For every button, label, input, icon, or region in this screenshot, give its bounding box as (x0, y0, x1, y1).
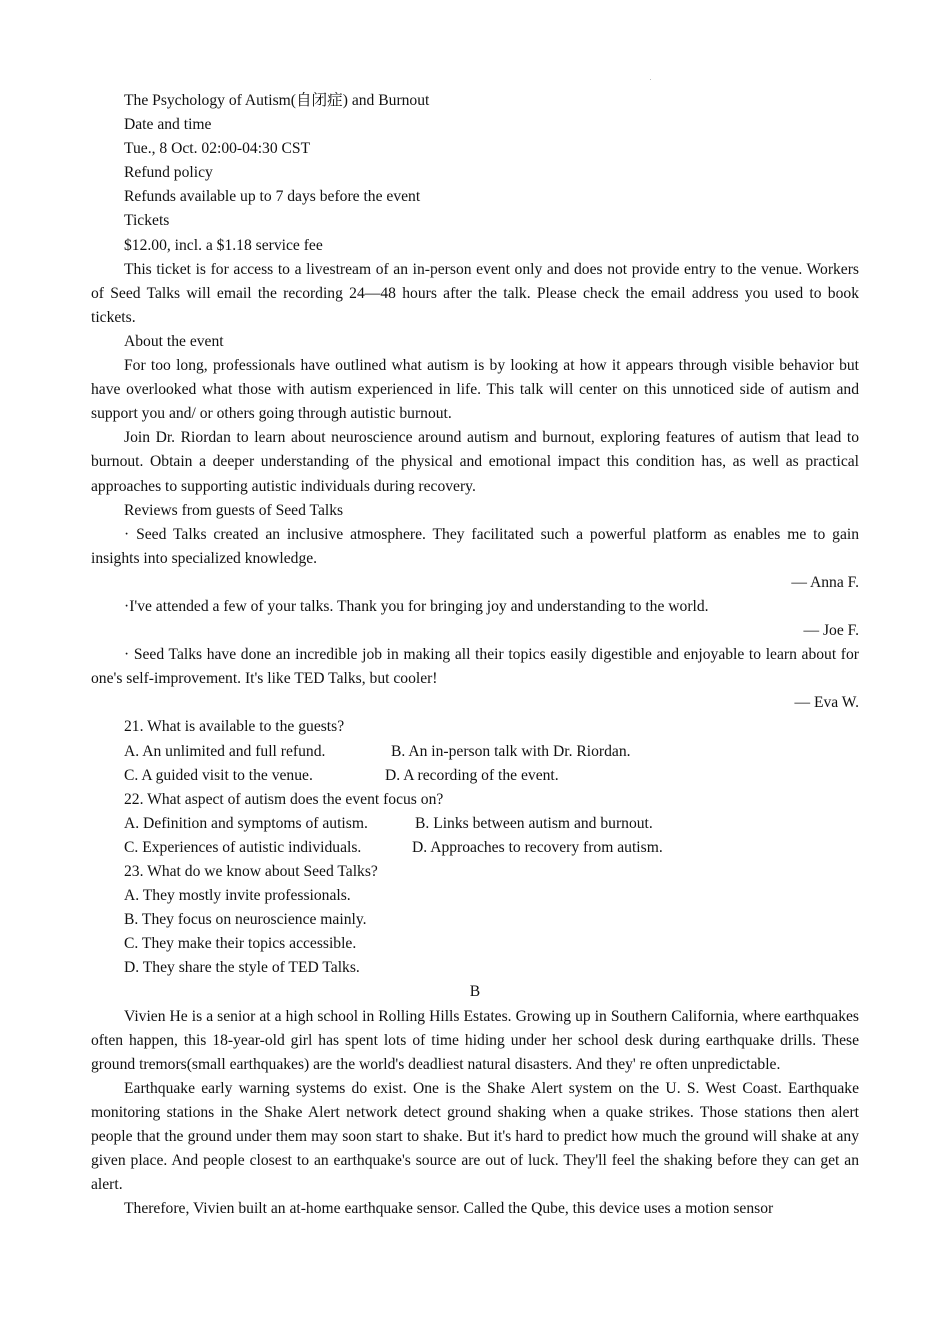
passage-b-paragraph-3: Therefore, Vivien built an at-home earthquake sensor. Called the Qube, this device uses a motion sensor (124, 1200, 774, 1218)
review-text: ·I've attended a few of your talks. Thank you for bringing joy and understanding to the world. (124, 597, 709, 615)
question-22-options-ab (91, 812, 859, 836)
option-d: D. A recording of the event. (385, 766, 559, 784)
option-a: A. An unlimited and full refund. (124, 742, 326, 760)
question-22-stem: 22. What aspect of autism does the event focus on? (124, 790, 444, 808)
option-c: C. A guided visit to the venue. (124, 766, 313, 784)
question-22-options-cd (91, 836, 859, 860)
tickets-label: Tickets (124, 212, 170, 230)
refund-value: Refunds available up to 7 days before the event (124, 188, 421, 206)
option-d: D. They share the style of TED Talks. (124, 959, 360, 977)
option-c: C. They make their topics accessible. (124, 935, 357, 953)
tickets-value: $12.00, incl. a $1.18 service fee (124, 236, 323, 254)
about-paragraph-2: Join Dr. Riordan to learn about neuroscience around autism and burnout, exploring features of autism that lead to burnout. Obtain a deeper understanding of the physical and emotional impact this condition has, as well as practical approaches to supporting autistic individuals during recovery. (91, 429, 859, 495)
reviews-heading: Reviews from guests of Seed Talks (124, 501, 344, 519)
passage-b-paragraph-1: Vivien He is a senior at a high school in Rolling Hills Estates. Growing up in Southern California, where earthquakes often happen, this 18-year-old girl has spent lots of time hiding under her school desk during earthquake drills. These ground tremors(small earthquakes) are the world's deadliest natural disasters. And they' re often unpredictable. (91, 1007, 859, 1073)
option-b: B. Links between autism and burnout. (415, 814, 653, 832)
question-21-options-ab (91, 740, 859, 764)
review-text: · Seed Talks have done an incredible job in making all their topics easily digestible and enjoyable to learn about for one's self-improvement. It's like TED Talks, but cooler! (91, 646, 859, 688)
review-author: — Joe F. (803, 622, 859, 640)
option-a: A. They mostly invite professionals. (124, 887, 351, 905)
option-b: B. An in-person talk with Dr. Riordan. (391, 742, 631, 760)
passage-b-paragraph-2: Earthquake early warning systems do exist. One is the Shake Alert system on the U. S. West Coast. Earthquake monitoring stations in the Shake Alert network detect ground shaking when a quake strikes. Those stations then alert people that the ground under them may soon start to shake. But it's hard to predict how much the ground will shake at any given place. And people closest to an earthquake's source are out of luck. They'll feel the shaking before they can get an alert. (91, 1079, 859, 1194)
section-b-label: B (469, 983, 481, 1001)
question-23-stem: 23. What do we know about Seed Talks? (124, 863, 378, 880)
question-21-stem: 21. What is available to the guests? (124, 718, 345, 736)
date-value: Tue., 8 Oct. 02:00-04:30 CST (124, 140, 311, 158)
review-author: — Anna F. (791, 573, 859, 591)
scan-speck (650, 79, 651, 80)
question-21-options-cd (91, 764, 859, 788)
option-a: A. Definition and symptoms of autism. (124, 814, 368, 832)
option-c: C. Experiences of autistic individuals. (124, 838, 362, 856)
ticket-note: This ticket is for access to a livestream of an in-person event only and does not provide entry to the venue. Workers of Seed Talks will email the recording 24—48 hours after the talk. Please check the email address you used to book tickets. (91, 260, 859, 326)
review-author: — Eva W. (794, 694, 859, 712)
about-paragraph-1: For too long, professionals have outlined what autism is by looking at how it appears through visible behavior but have overlooked what those with autism experienced in life. This talk will center on this unnoticed side of autism and support you and/ or others going through autistic burnout. (91, 357, 859, 423)
option-d: D. Approaches to recovery from autism. (412, 838, 663, 856)
refund-label: Refund policy (124, 164, 213, 182)
about-heading: About the event (124, 332, 224, 350)
event-title: The Psychology of Autism(自闭症) and Burnout (124, 92, 430, 109)
review-text: · Seed Talks created an inclusive atmosphere. They facilitated such a powerful platform as enables me to gain insights into specialized knowledge. (91, 525, 859, 567)
exam-page (91, 89, 859, 1221)
option-b: B. They focus on neuroscience mainly. (124, 911, 367, 929)
date-label: Date and time (124, 116, 212, 134)
